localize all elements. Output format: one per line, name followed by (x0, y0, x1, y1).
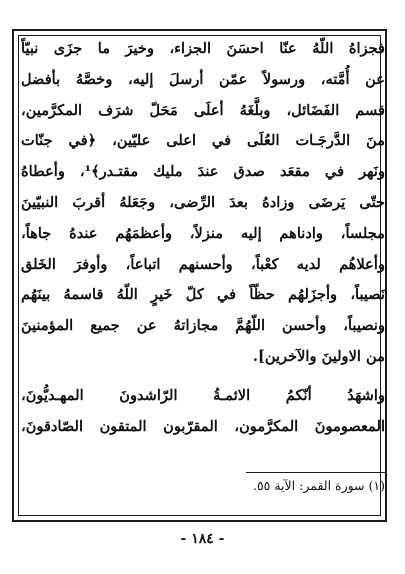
text-line-1: فجزاهُ اللّهُ عنّا احسَنَ الجزاء، وخيرَ ما جزَى نبيّاً (21, 40, 385, 57)
text-line-7: مجلساً، وادناهم إليه منزلاً، وأعظمَهُم عندهُ جاهاً، (21, 224, 385, 242)
text-line-11: من الاولينَ والآخرين]. (252, 347, 385, 365)
footnote: (١) سورة القمر: الآية ٥٥. (252, 478, 385, 493)
page-number: - ١٨٤ - (180, 531, 225, 547)
text-line-3: قسم الفَضَائل، وبلَّغَهُ أعلَى مَحَلّ شرَف المكرَّمين، (21, 101, 385, 119)
text-line-12: واشهَدُ أنّكمُ الائمـةُ الرّاشدونَ المهـديُّونَ، (21, 386, 385, 404)
text-line-13: المعصومونَ المكرَّمون، المقرّبون المتقون الصّادقونَ، (21, 417, 385, 435)
text-line-6: حتّى يَرضَى وزادهُ بعدَ الرِّضى، وجَعَلهُ أقربَ النبيّينَ (21, 193, 385, 211)
text-line-10: ونصيباً، وأحسن اللّهُمَّ مجازاتهُ عن جميع المؤمنينَ (21, 317, 385, 335)
footnote-separator (246, 472, 386, 473)
text-line-8: وأعلاهُم لديه كعْباً، وأحسنهم اتباعاً، وأوفرَ الخَلق (21, 255, 385, 273)
text-line-9: نَصيباً، وأجزَلهُم حظّاً في كلّ خَيرٍ اللّهُ قاسمهُ بينَهُم (21, 286, 385, 304)
text-line-4: منَ الدَّرجَـات العُلَى في اعلى عليّين، ﴿في جنّات (21, 132, 385, 150)
text-line-5: ونَهر في مقعَد صدق عندَ مليك مقتـدر﴾¹، وأعطاهُ (21, 163, 385, 181)
body-text (21, 34, 385, 442)
text-line-2: عن أُمَّته، ورسولاً عمّن أرسلَ إليه، وخصَّهُ بأفضل (21, 70, 385, 88)
